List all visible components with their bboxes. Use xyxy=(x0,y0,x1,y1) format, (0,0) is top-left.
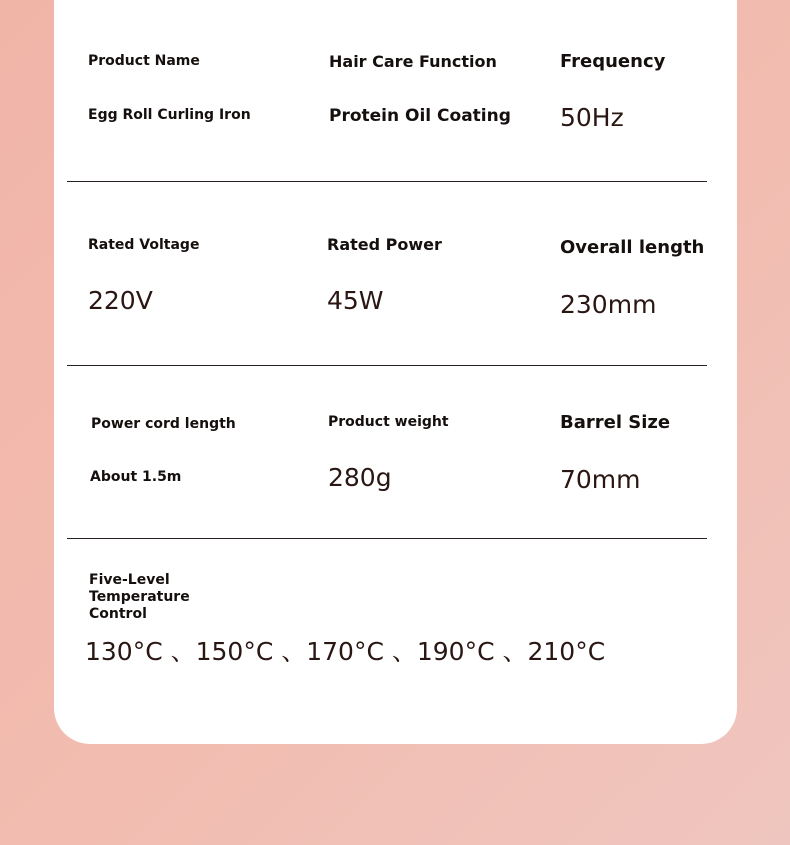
rated-power-label: Rated Power xyxy=(327,235,442,254)
barrel-size-value: 70mm xyxy=(560,465,641,494)
divider xyxy=(67,538,707,539)
overall-length-label: Overall length xyxy=(560,237,705,258)
hair-care-function-label: Hair Care Function xyxy=(329,52,497,71)
divider xyxy=(67,365,707,366)
spec-card xyxy=(54,0,737,744)
rated-power-value: 45W xyxy=(327,286,384,315)
overall-length-value: 230mm xyxy=(560,290,657,319)
product-name-value: Egg Roll Curling Iron xyxy=(88,107,251,123)
divider xyxy=(67,181,707,182)
power-cord-length-value: About 1.5m xyxy=(90,469,182,485)
temperature-control-label: Five-Level Temperature Control xyxy=(89,572,190,622)
rated-voltage-value: 220V xyxy=(88,286,153,315)
frequency-value: 50Hz xyxy=(560,103,624,132)
product-weight-value: 280g xyxy=(328,463,392,492)
temperature-levels-value: 130°C 、150°C 、170°C 、190°C 、210°C xyxy=(85,637,606,666)
product-name-label: Product Name xyxy=(88,53,200,69)
hair-care-function-value: Protein Oil Coating xyxy=(329,106,511,126)
frequency-label: Frequency xyxy=(560,51,666,72)
product-weight-label: Product weight xyxy=(328,414,449,430)
power-cord-length-label: Power cord length xyxy=(91,416,236,432)
barrel-size-label: Barrel Size xyxy=(560,412,671,433)
rated-voltage-label: Rated Voltage xyxy=(88,237,200,253)
